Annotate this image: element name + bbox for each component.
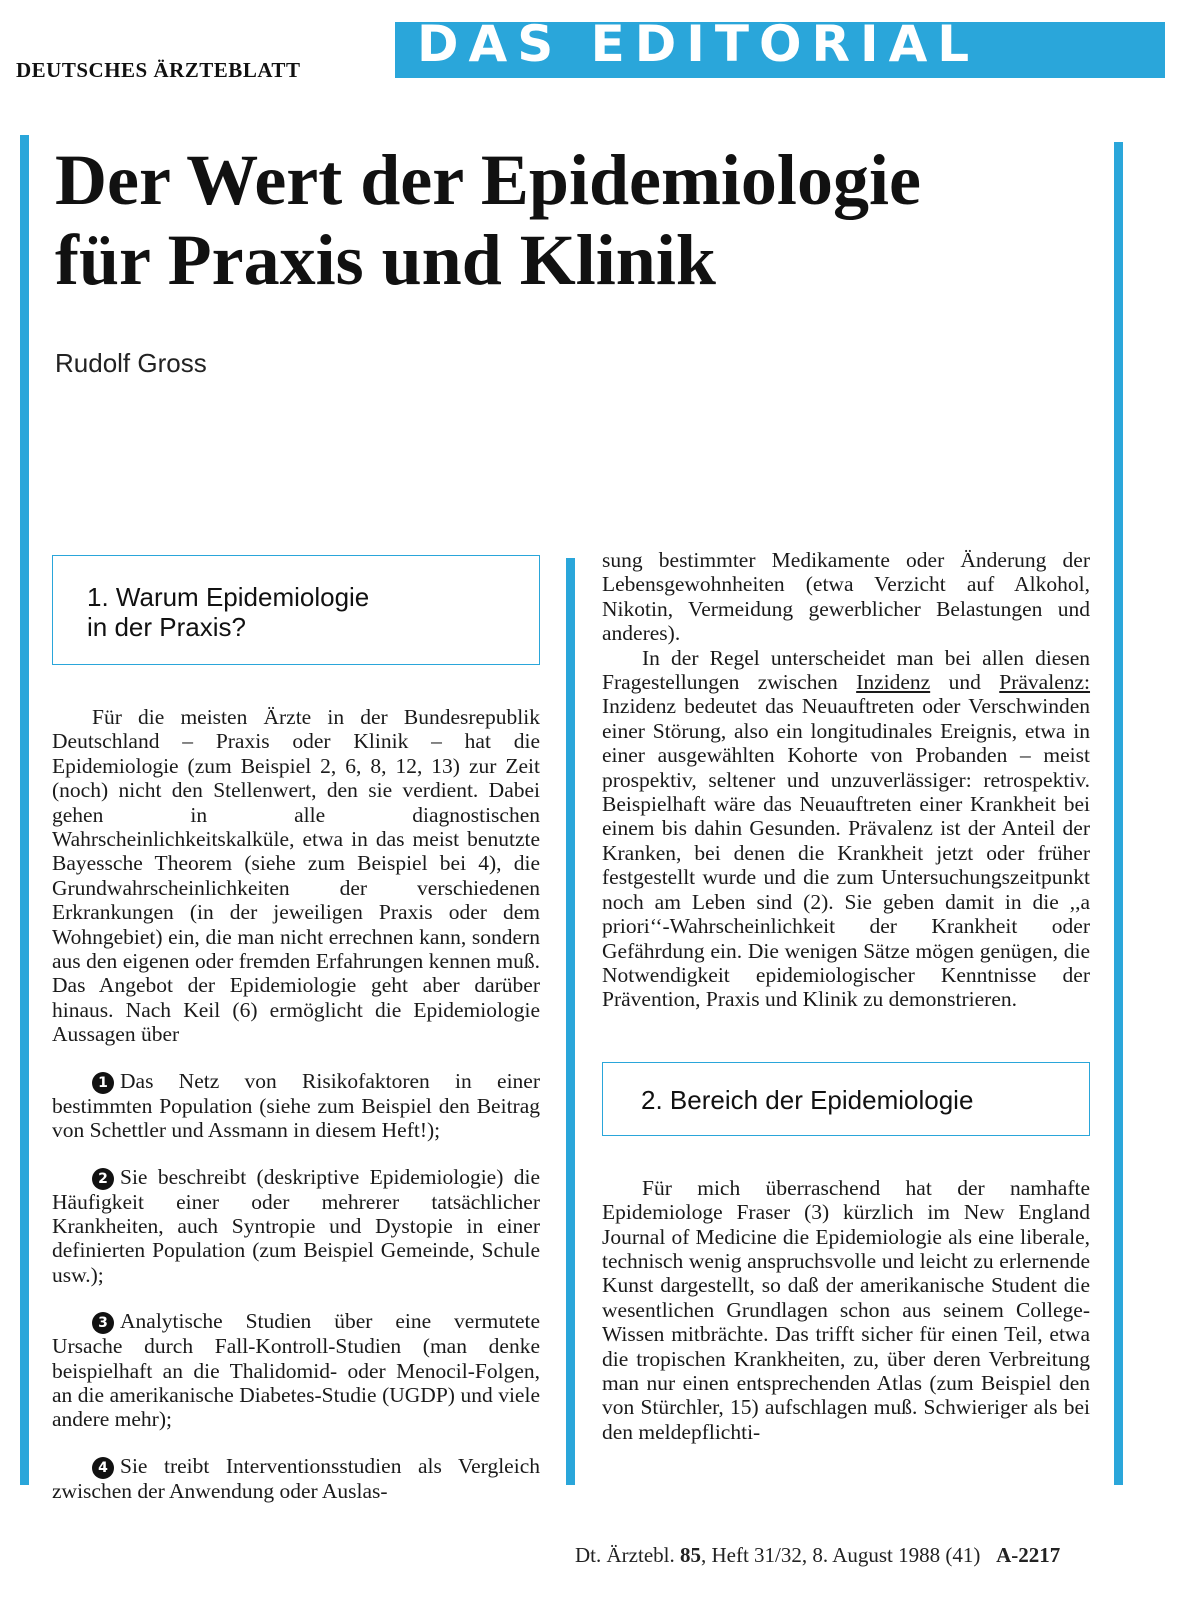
number-2-icon: 2 (92, 1168, 114, 1190)
footer-issue: , Heft 31/32, 8. August 1988 (41) (700, 1543, 981, 1567)
list-item-text: Sie treibt Interventionsstudien als Vergleich zwischen der Anwendung oder Auslas- (52, 1453, 540, 1503)
incidence-prevalence-paragraph (602, 646, 1090, 1012)
author: Rudolf Gross (55, 348, 207, 378)
left-column (52, 555, 540, 1503)
right-accent-bar (1114, 142, 1123, 1485)
paragraph-start: In der Regel unterscheidet man bei allen diesen Fragestellungen zwischen (602, 645, 1090, 695)
list-item-text: Das Netz von Risikofaktoren in einer bestimmten Population (siehe zum Beispiel den Beitrag von Schettler und Assmann in diesem Heft!); (52, 1068, 540, 1143)
list-item-2 (52, 1165, 540, 1288)
list-item-3 (52, 1309, 540, 1432)
term-inzidenz: Inzidenz (856, 670, 931, 695)
citation-footer (575, 1543, 1060, 1568)
section-1-heading (52, 555, 540, 665)
journal-name: DEUTSCHES ÄRZTEBLATT (16, 58, 301, 82)
section-2-text: Für mich überraschend hat der namhafte Epidemiologe Fraser (3) kürzlich im New England Journal of Medicine die Epidemiologie als eine liberale, technisch wenig anspruchsvolle und leicht zu erlernende Kunst dargestellt, so daß der amerikanische Student die wesentlichen Grundlagen schon aus seinem College-Wissen mitbrächte. Das trifft sicher für einen Teil, etwa die tropischen Krankheiten, zu, über deren Verbreitung man nur einen entsprechenden Atlas (zum Beispiel den von Stürchler, 15) aufschlagen muß. Schwieriger als bei den meldepflichti- (602, 1175, 1090, 1444)
list-item-4 (52, 1454, 540, 1503)
section-1-heading-line-2: in der Praxis? (87, 612, 246, 642)
list-item-text: Analytische Studien über eine vermutete Ursache durch Fall-Kontroll-Studien (man denke beispielhaft an die Thalidomid- oder Menocil-Folgen, an die amerikanische Diabetes-Studie (UGDP) und viele andere mehr); (52, 1309, 540, 1432)
section-1-heading-line-1: 1. Warum Epidemiologie (87, 582, 370, 612)
title-line-1: Der Wert der Epidemiologie (55, 140, 921, 220)
number-3-icon: 3 (92, 1312, 114, 1334)
section-banner-label: DAS EDITORIAL (417, 22, 980, 73)
middle-accent-bar (566, 558, 575, 1485)
section-banner (395, 22, 1165, 78)
term-praevalenz: Prävalenz: (999, 670, 1091, 695)
number-1-icon: 1 (92, 1072, 114, 1094)
left-accent-bar (20, 135, 29, 1485)
right-column (602, 548, 1090, 1444)
page-number: A-2217 (996, 1543, 1061, 1567)
paragraph-rest: Inzidenz bedeutet das Neuauftreten oder Verschwinden einer Störung, also ein longitudinales Ereignis, etwa in einer ausgewählten Kohorte von Probanden – meist prospektiv, seltener und unzuverlässiger: retrospektiv. Beispielhaft wäre das Neuauftreten einer Krankheit bei einem bis dahin Gesunden. Prävalenz ist der Anteil der Kranken, bei denen die Krankheit jetzt oder früher festgestellt wurde und die zum Untersuchungszeitpunkt noch am Leben sind (2). Sie geben damit in die ,,a priori‘‘-Wahrscheinlichkeit der Krankheit oder Gefährdung ein. Die wenigen Sätze mögen genügen, die Notwendigkeit epidemiologischer Kenntnisse der Prävention, Praxis und Klinik zu demonstrieren. (602, 694, 1090, 1012)
list-item-1 (52, 1069, 540, 1143)
continuation-paragraph: sung bestimmter Medikamente oder Änderung der Lebensgewohnheiten (etwa Verzicht auf Alkohol, Nikotin, Vermeidung gewerblicher Belastungen und anderes). (602, 548, 1090, 646)
section-2-heading: 2. Bereich der Epidemiologie (602, 1062, 1090, 1136)
section-1-intro: Für die meisten Ärzte in der Bundesrepublik Deutschland – Praxis oder Klinik – hat die Epidemiologie (zum Beispiel 2, 6, 8, 12, 13) zur Zeit (noch) nicht den Stellenwert, den sie verdient. Dabei gehen in alle diagnostischen Wahrscheinlichkeitskalküle, etwa in das meist benutzte Bayessche Theorem (siehe zum Beispiel bei 4), die Grundwahrscheinlichkeiten der verschiedenen Erkrankungen (in der jeweiligen Praxis oder dem Wohngebiet) ein, die man nicht errechnen kann, sondern aus den eigenen oder fremden Erfahrungen kennen muß. Das Angebot der Epidemiologie geht aber darüber hinaus. Nach Keil (6) ermöglicht die Epidemiologie Aussagen über (52, 705, 540, 1047)
footer-source: Dt. Ärztebl. (575, 1543, 675, 1567)
list-item-text: Sie beschreibt (deskriptive Epidemiologie) die Häufigkeit einer oder mehrerer tatsächlicher Krankheiten, auch Syntropie und Dystopie in einer definierten Population (zum Beispiel Gemeinde, Schule usw.); (52, 1164, 540, 1287)
article-title (55, 140, 1105, 300)
conjunction: und (948, 670, 981, 695)
title-line-2: für Praxis und Klinik (55, 220, 716, 300)
number-4-icon: 4 (92, 1457, 114, 1479)
footer-volume: 85 (679, 1543, 701, 1567)
